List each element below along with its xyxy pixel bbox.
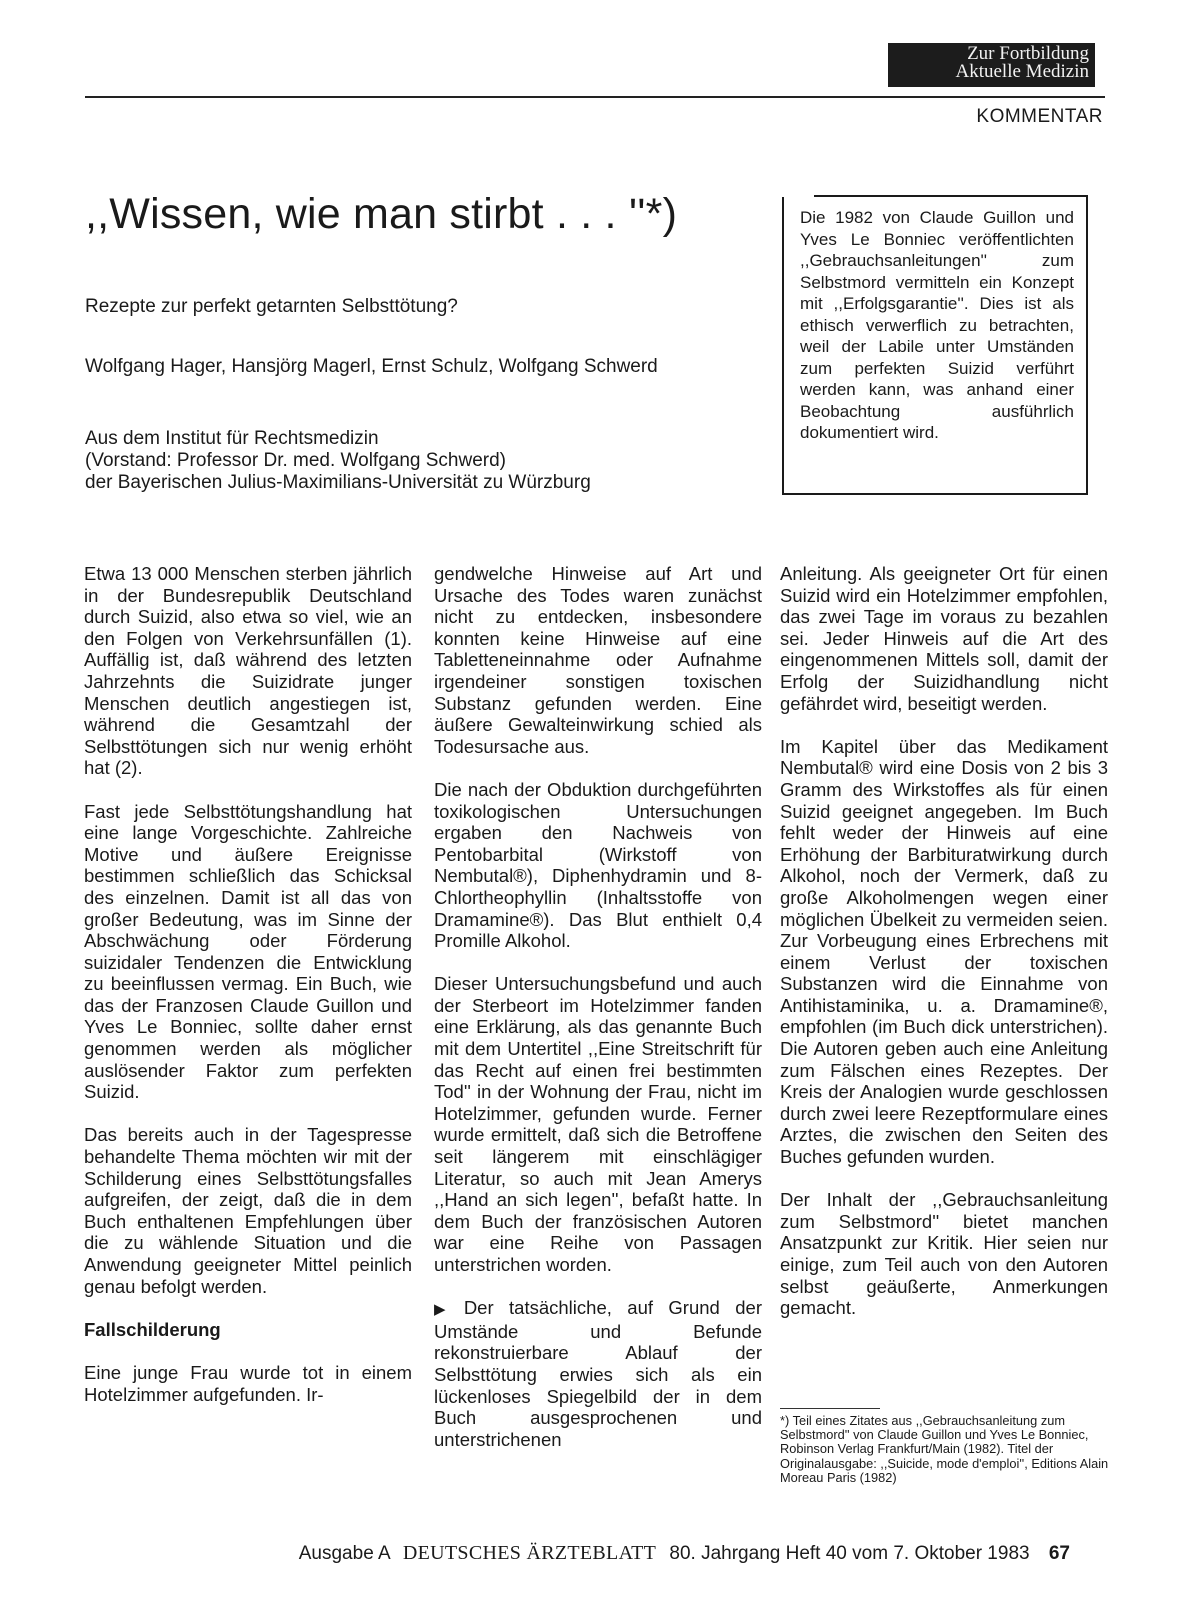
affiliation-line: der Bayerischen Julius-Maximilians-Universität zu Würzburg: [85, 472, 591, 493]
affiliation-line: Aus dem Institut für Rechtsmedizin: [85, 428, 379, 449]
affiliation-line: (Vorstand: Professor Dr. med. Wolfgang Schwerd): [85, 450, 506, 471]
section-label: KOMMENTAR: [976, 106, 1103, 127]
section-heading: Fallschilderung: [84, 1318, 221, 1340]
footnote: *) Teil eines Zitates aus ,,Gebrauchsanleitung zum Selbstmord'' von Claude Guillon und Yves Le Bonniec, Robinson Verlag Frankfurt/Main (1982). Titel der Originalausgabe: ,,Suicide, mode d'emploi'', Editions Alain Moreau Paris (1982): [780, 1413, 1109, 1485]
section-badge: [888, 43, 1095, 87]
text-column-2: [434, 563, 762, 1472]
page-footer: [260, 1542, 1070, 1565]
footer-issue: 80. Jahrgang Heft 40 vom 7. Oktober 1983: [669, 1543, 1030, 1564]
paragraph: Anleitung. Als geeigneter Ort für einen Suizid wird ein Hotelzimmer empfohlen, das zwei Tage im voraus zu bezahlen sei. Jeder Hinweis auf die Art des eingenommenen Mittels soll, damit der Erfolg der Suizidhandlung nicht gefährdet wird, beseitigt werden.: [780, 563, 1108, 714]
footnote-rule: [780, 1408, 880, 1409]
page-number: 67: [1048, 1543, 1070, 1564]
header-rule: [85, 96, 1105, 98]
footer-edition: Ausgabe A: [298, 1543, 390, 1564]
paragraph: Im Kapitel über das Medikament Nembutal® wird eine Dosis von 2 bis 3 Gramm des Wirkstoffes als für einen Suizid geeignet angegeben. Im Buch fehlt weder der Hinweis auf eine Erhöhung der Barbituratwirkung durch Alkohol, noch der Vermerk, daß zu große Alkoholmengen wegen einer möglichen Übelkeit zu vermeiden seien. Zur Vorbeugung eines Erbrechens mit einem Verlust der toxischen Substanzen wird die Einnahme von Antihistaminika, u. a. Dramamine®, empfohlen (im Buch dick unterstrichen). Die Autoren geben auch eine Anleitung zum Fälschen eines Rezeptes. Der Kreis der Analogien wurde geschlossen durch zwei leere Rezeptformulare eines Arztes, die zwischen den Seiten des Buches gefunden wurden.: [780, 735, 1108, 1168]
paragraph: Etwa 13 000 Menschen sterben jährlich in der Bundesrepublik Deutschland durch Suizid, also etwa so viel, wie an den Folgen von Verkehrsunfällen (1). Auffällig ist, daß während des letzten Jahrzehnts die Suizidrate junger Menschen deutlich angestiegen ist, während die Gesamtzahl der Selbsttötungen sich nur wenig erhöht hat (2).: [84, 563, 412, 779]
paragraph: Die nach der Obduktion durchgeführten toxikologischen Untersuchungen ergaben den Nachweis von Pentobarbital (Wirkstoff von Nembutal®), Diphenhydramin und 8-Chlortheophyllin (Inhaltsstoffe von Dramamine®). Das Blut enthielt 0,4 Promille Alkohol.: [434, 778, 762, 952]
paragraph: Dieser Untersuchungsbefund und auch der Sterbeort im Hotelzimmer fanden eine Erklärung, als das genannte Buch mit dem Untertitel ,,Eine Streitschrift für das Recht auf einen frei bestimmten Tod'' in der Wohnung der Frau, nicht im Hotelzimmer, gefunden wurde. Ferner wurde ermittelt, daß sich die Betroffene seit längerem mit einschlägiger Literatur, so auch mit Jean Amerys ,,Hand an sich legen'', befaßt hatte. In dem Buch der französischen Autoren war eine Reihe von Passagen unterstrichen worden.: [434, 973, 762, 1275]
paragraph: Eine junge Frau wurde tot in einem Hotelzimmer aufgefunden. Ir-: [84, 1362, 412, 1405]
paragraph: Das bereits auch in der Tagespresse behandelte Thema möchten wir mit der Schilderung eines Selbsttötungsfalles aufgreifen, der zeigt, daß die in dem Buch enthaltenen Empfehlungen über die zu wählende Situation und die Anwendung geeigneter Mittel peinlich genau befolgt werden.: [84, 1124, 412, 1297]
affiliation: [85, 428, 591, 494]
abstract-box: [782, 195, 1088, 495]
badge-line-2: Aktuelle Medizin: [955, 61, 1089, 82]
text-column-3: [780, 563, 1108, 1340]
footer-journal: DEUTSCHES ÄRZTEBLATT: [402, 1542, 657, 1564]
article-subtitle: Rezepte zur perfekt getarnten Selbsttötung?: [85, 296, 458, 317]
paragraph: Der Inhalt der ,,Gebrauchsanleitung zum Selbstmord'' bietet manchen Ansatzpunkt zur Kritik. Hier seien nur einige, zum Teil auch von den Autoren selbst geäußerte, Anmerkungen gemacht.: [780, 1189, 1108, 1319]
text-column-1: [84, 563, 412, 1427]
author-list: Wolfgang Hager, Hansjörg Magerl, Ernst Schulz, Wolfgang Schwerd: [85, 356, 658, 377]
article-title: ,,Wissen, wie man stirbt . . . ''*): [85, 190, 678, 238]
paragraph: Fast jede Selbsttötungshandlung hat eine lange Vorgeschichte. Zahlreiche Motive und äußere Ereignisse bestimmen schließlich das Schicksal des einzelnen. Damit ist all das von großer Bedeutung, was im Sinne der Abschwächung oder Förderung suizidaler Tendenzen die Entwicklung zu beeinflussen vermag. Ein Buch, wie das der Franzosen Claude Guillon und Yves Le Bonniec, sollte daher ernst genommen werden als möglicher auslösender Faktor zum perfekten Suizid.: [84, 800, 412, 1103]
paragraph: gendwelche Hinweise auf Art und Ursache des Todes waren zunächst nicht zu entdecken, insbesondere konnten keine Hinweise auf eine Tabletteneinnahme oder Aufnahme irgendeiner sonstigen toxischen Substanz gefunden werden. Eine äußere Gewalteinwirkung schied als Todesursache aus.: [434, 563, 762, 757]
abstract-text: Die 1982 von Claude Guillon und Yves Le Bonniec veröffentlichten ,,Gebrauchsanleitungen'' zum Selbstmord vermitteln ein Konzept mit ,,Erfolgsgarantie''. Dies ist als ethisch verwerflich zu betrachten, weil der Labile unter Umständen zum perfekten Suizid verführt werden kann, was anhand einer Beobachtung ausführlich dokumentiert wird.: [800, 208, 1074, 442]
paragraph: ▶ Der tatsächliche, auf Grund der Umstände und Befunde rekonstruierbare Ablauf der Selbsttötung erwies sich als ein lückenloses Spiegelbild der in dem Buch ausgesprochenen und unterstrichenen: [434, 1297, 762, 1450]
badge-line-1: Zur Fortbildung: [967, 43, 1089, 64]
